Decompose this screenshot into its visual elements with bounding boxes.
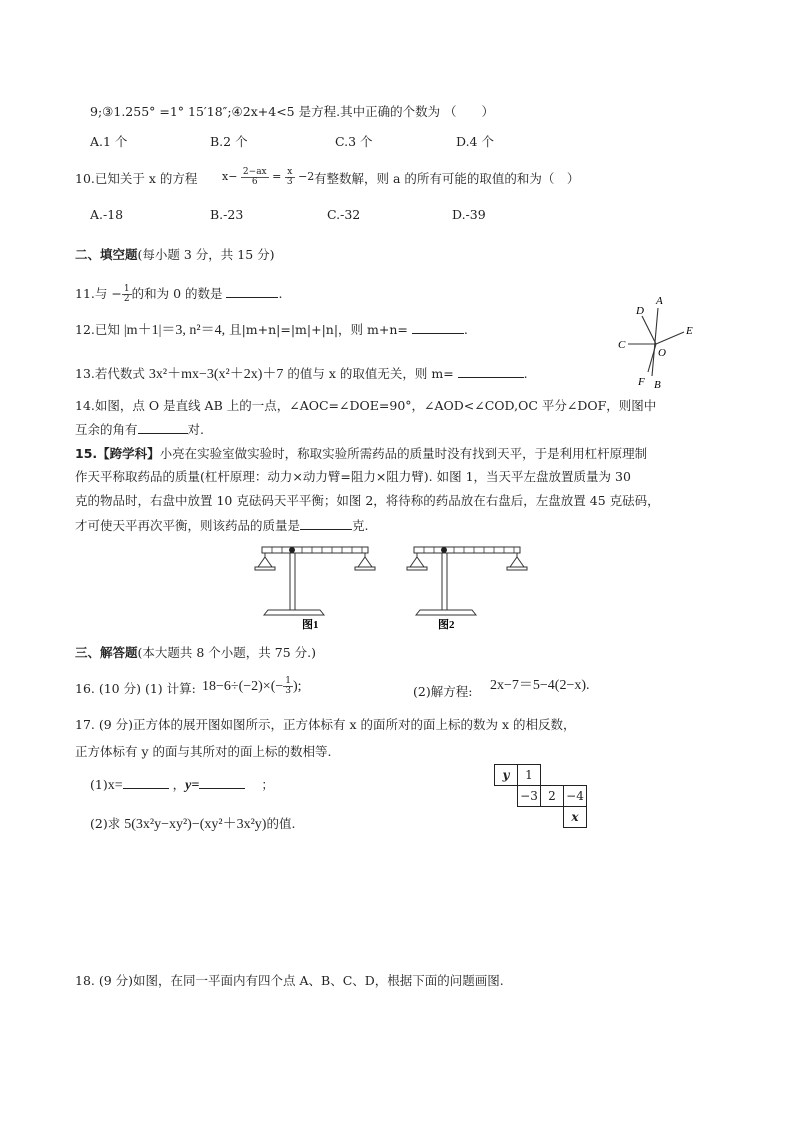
net-cell-minus4: −4 bbox=[564, 786, 587, 807]
net-cell-x: x bbox=[564, 807, 587, 828]
q10-option-a: A.-18 bbox=[90, 207, 124, 222]
label-e: E bbox=[686, 325, 693, 337]
q16-part2: (2)解方程: bbox=[413, 684, 473, 699]
q9-text: 9;③1.255° =1° 15′18″;④2x+4<5 是方程.其中正确的个数为 （ ） bbox=[90, 104, 495, 119]
q14-line2: 互余的角有 对. bbox=[75, 422, 204, 437]
balance-figure-2 bbox=[402, 538, 532, 630]
q11-answer-blank[interactable] bbox=[226, 284, 278, 298]
q15-line1: 15.【跨学科】小亮在实验室做实验时，称取实验所需药品的质量时没有找到天平，于是利用杠杆原理制 bbox=[75, 446, 648, 461]
q16-part1: 16. (10 分) (1) 计算: bbox=[75, 681, 196, 696]
figure-2-label: 图2 bbox=[438, 619, 455, 630]
q10-prefix: 10.已知关于 x 的方程 bbox=[75, 171, 198, 186]
q13: 13.若代数式 3x²＋mx−3(x²＋2x)＋7 的值与 x 的取值无关，则 m= . bbox=[75, 366, 528, 382]
q16-equation: 2x−7＝5−4(2−x). bbox=[490, 678, 590, 693]
q10-option-b: B.-23 bbox=[210, 207, 244, 222]
q14-line1: 14.如图，点 O 是直线 AB 上的一点，∠AOC=∠DOE=90°，∠AOD<∠COD,OC 平分∠DOF，则图中 bbox=[75, 398, 657, 413]
q11: 11.与 − $\frac{1}{2}$ 的和为 0 的数是 . bbox=[75, 284, 283, 304]
q15-line4: 才可使天平再次平衡，则该药品的质量是 克. bbox=[75, 518, 369, 533]
q9-option-c: C.3 个 bbox=[335, 134, 373, 149]
label-d: D bbox=[636, 305, 644, 317]
q13-answer-blank[interactable] bbox=[458, 364, 524, 378]
ray-of bbox=[648, 344, 656, 372]
q9-option-d: D.4 个 bbox=[456, 134, 494, 149]
label-f: F bbox=[638, 376, 645, 388]
q17-x-blank[interactable] bbox=[123, 775, 169, 789]
q10-suffix: 有整数解，则 a 的所有可能的取值的和为（ ） bbox=[314, 171, 580, 186]
q17-y-blank[interactable] bbox=[199, 775, 245, 789]
q15-answer-blank[interactable] bbox=[300, 516, 352, 530]
section2-heading: 二、填空题(每小题 3 分，共 15 分) bbox=[75, 247, 275, 262]
ray-oe bbox=[656, 332, 684, 344]
ray-od bbox=[642, 316, 656, 344]
q9-option-b: B.2 个 bbox=[210, 134, 248, 149]
q18-text: 18. (9 分)如图，在同一平面内有四个点 A、B、C、D，根据下面的问题画图. bbox=[75, 973, 504, 988]
net-cell-1: 1 bbox=[518, 765, 541, 786]
label-c: C bbox=[618, 339, 626, 351]
q17-part2: (2)求 5(3x²y−xy²)−(xy²＋3x²y)的值. bbox=[90, 816, 296, 832]
q10-option-c: C.-32 bbox=[327, 207, 361, 222]
q17-line1: 17. (9 分)正方体的展开图如图所示，正方体标有 x 的面所对的面上标的数为 x 的相反数， bbox=[75, 717, 576, 732]
q10-option-d: D.-39 bbox=[452, 207, 486, 222]
cube-net bbox=[494, 764, 587, 828]
q15-line3: 克的物品时，右盘中放置 10 克砝码天平平衡；如图 2，将待称的药品放在右盘后，左盘放置 45 克砝码， bbox=[75, 493, 660, 508]
label-o: O bbox=[658, 347, 666, 359]
q12-answer-blank[interactable] bbox=[412, 320, 464, 334]
q17-line2: 正方体标有 y 的面与其所对的面上标的数相等. bbox=[75, 744, 332, 759]
net-cell-y: y bbox=[495, 765, 518, 786]
q10-equation: x− $\frac{2-ax}{6}$ = $\frac{x}{3}$ −2 bbox=[222, 166, 315, 187]
angle-figure bbox=[612, 292, 702, 390]
q14-answer-blank[interactable] bbox=[138, 420, 188, 434]
net-cell-2: 2 bbox=[541, 786, 564, 807]
figure-1-label: 图1 bbox=[302, 619, 319, 630]
section3-heading: 三、解答题(本大题共 8 个小题，共 75 分.) bbox=[75, 645, 316, 660]
q9-option-a: A.1 个 bbox=[90, 134, 128, 149]
balance-figure-1 bbox=[250, 538, 380, 630]
q17-part1: (1)x= ，y= ； bbox=[90, 777, 274, 793]
q12: 12.已知 |m＋1|＝3, n²＝4, 且|m+n|=|m|+|n|，则 m+n= . bbox=[75, 322, 468, 338]
q15-line2: 作天平称取药品的质量(杠杆原理：动力×动力臂=阻力×阻力臂). 如图 1，当天平左盘放置质量为 30 bbox=[75, 469, 631, 484]
label-b: B bbox=[654, 379, 661, 390]
q16-calc: 18−6÷(−2)×(− $\frac{1}{3}$ ); bbox=[202, 676, 302, 696]
net-cell-minus3: −3 bbox=[518, 786, 541, 807]
label-a: A bbox=[656, 295, 663, 307]
